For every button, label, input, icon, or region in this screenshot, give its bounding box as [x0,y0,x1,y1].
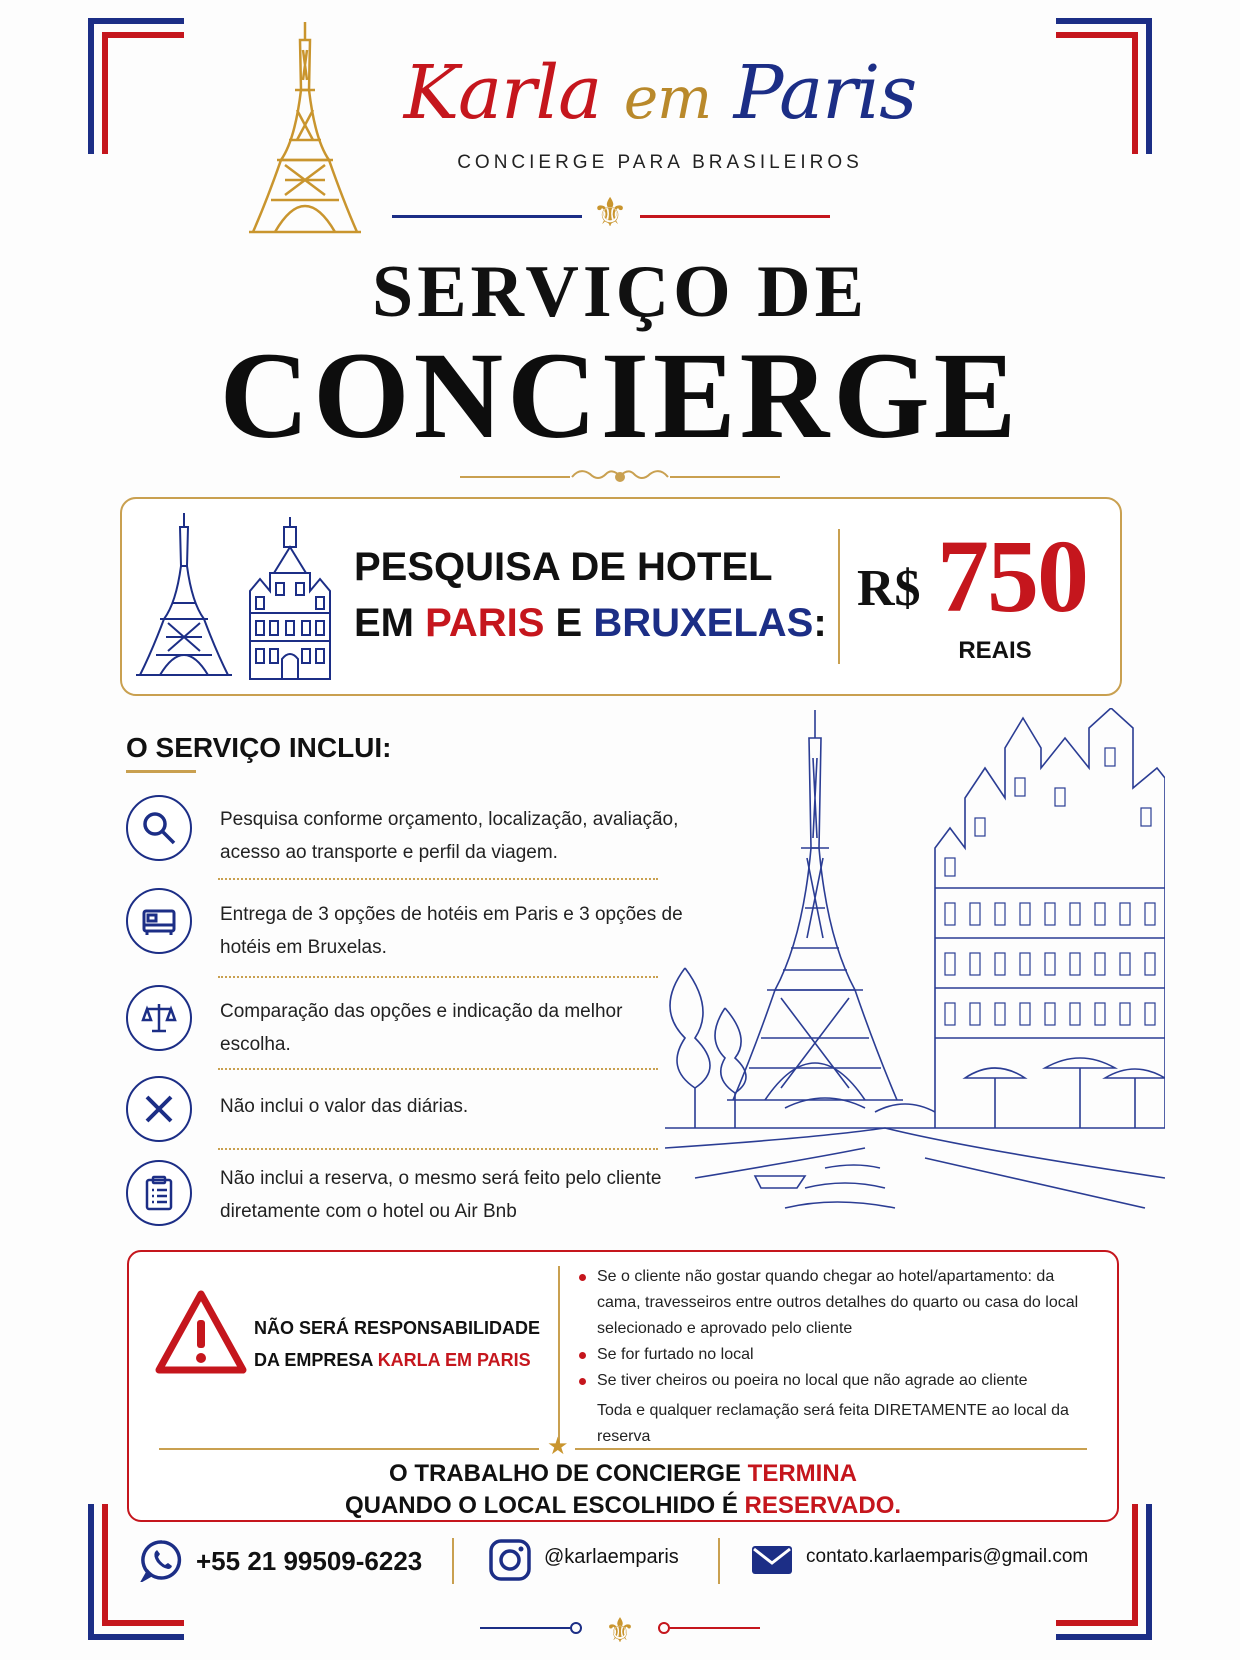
contact-divider [718,1538,720,1584]
contact-instagram-text: @karlaemparis [544,1546,679,1568]
page-title-line2: CONCIERGE [219,327,1021,464]
price-value: 750 [937,519,1087,634]
include-icon-circle [126,1160,192,1226]
page-title-line1: SERVIÇO DE [372,251,868,333]
offer-line2-prefix: EM [354,601,426,645]
disclaimer-bullet: Se tiver cheiros ou poeira no local que não agrade ao cliente [577,1368,1097,1394]
disclaimer-list [577,1264,1097,1394]
contact-phone-text: +55 21 99509-6223 [196,1546,423,1576]
contact-email[interactable] [750,1538,1110,1588]
warning-icon [153,1288,249,1378]
contact-instagram[interactable] [488,1538,708,1588]
include-separator [218,878,658,880]
contact-phone[interactable] [140,1538,430,1588]
whatsapp-icon [140,1538,184,1582]
disclaimer-note: Toda e qualquer reclamação será feita DIRETAMENTE ao local da reserva [597,1402,1069,1445]
disclaimer-bullet: Se o cliente não gostar quando chegar ao hotel/apartamento: da cama, travesseiros entre outros detalhes do quarto ou casa do local selecionado e aprovado pelo cliente [577,1264,1097,1342]
bed-icon [141,903,177,939]
include-icon-circle [126,985,192,1051]
search-icon [141,810,177,846]
disclaimer-box [127,1250,1119,1522]
disclaimer-rule-right [575,1448,1087,1450]
corner-frame-top-left [88,18,178,148]
offer-line1: PESQUISA DE HOTEL [354,545,773,589]
brand-name-part3: Paris [733,50,917,136]
price-card [120,497,1122,696]
include-item-text: Não inclui a reserva, o mesmo será feito pelo cliente diretamente com o hotel ou Air Bnb [220,1168,662,1222]
brand-name-part2: em [623,64,712,132]
include-separator [218,1148,658,1150]
disclaimer-bullet: Se for furtado no local [577,1342,1097,1368]
disclaimer-footer [129,1458,1117,1522]
disclaimer-footer-line1-text: O TRABALHO DE CONCIERGE [388,1460,748,1487]
fleur-de-lis-icon: ⚜ [592,190,628,236]
star-icon: ★ [547,1432,569,1460]
disclaimer-footer-line2-text: QUANDO O LOCAL ESCOLHIDO É [344,1492,745,1519]
include-separator [218,1068,658,1070]
disclaimer-title-company: KARLA EM PARIS [377,1350,531,1370]
eiffel-tower-icon [134,511,234,681]
include-item-text: Não inclui o valor das diárias. [220,1096,469,1117]
offer-connector: E [544,601,594,645]
include-item-text: Pesquisa conforme orçamento, localização, avaliação, acesso ao transporte e perfil da viagem. [220,809,679,863]
mail-icon [750,1538,794,1582]
eiffel-tower-logo-icon [245,20,365,240]
grand-place-building-icon [240,513,340,681]
include-item-text: Comparação das opções e indicação da melhor escolha. [220,1001,623,1055]
contact-divider [452,1538,454,1584]
price-divider [838,529,840,664]
brand-name-part1: Karla [403,50,602,136]
includes-heading-underline [126,770,196,773]
brand-tagline: CONCIERGE PARA BRASILEIROS [457,152,863,173]
include-icon-circle [126,888,192,954]
header-rule-red [640,215,830,218]
brand-name [380,48,940,143]
scale-icon [141,1000,177,1036]
includes-heading: O SERVIÇO INCLUI: [126,732,392,763]
disclaimer-footer-line1-highlight: TERMINA [747,1460,857,1487]
price-unit: REAIS [958,637,1032,664]
header-rule-blue [392,215,582,218]
ornament-divider-icon [460,462,780,492]
include-item-text: Entrega de 3 opções de hotéis em Paris e 3 opções de hotéis em Bruxelas. [220,904,683,958]
disclaimer-footer-line2 [129,1490,1117,1522]
disclaimer-title [254,1312,544,1376]
disclaimer-rule-left [159,1448,539,1450]
disclaimer-footer-line2-highlight: RESERVADO. [744,1492,902,1519]
offer-line2 [354,595,834,651]
paris-brussels-illustration [665,708,1165,1238]
contact-email-text: contato.karlaemparis@gmail.com [806,1546,1089,1567]
include-separator [218,976,658,978]
corner-frame-top-right [1062,18,1152,148]
clipboard-icon [141,1175,177,1211]
offer-city-bruxelas: BRUXELAS [593,601,814,645]
disclaimer-footer-line1 [129,1458,1117,1490]
price-currency: R$ [857,560,921,617]
x-icon [141,1091,177,1127]
include-icon-circle [126,795,192,861]
instagram-icon [488,1538,532,1582]
offer-city-paris: PARIS [425,601,545,645]
offer-description [354,539,834,651]
svg-text:⚜: ⚜ [604,1611,636,1646]
offer-line2-suffix: : [813,601,827,645]
include-icon-circle [126,1076,192,1142]
disclaimer-title-part1: NÃO SERÁ RESPONSABILIDADE DA EMPRESA [254,1318,541,1370]
disclaimer-divider [558,1266,560,1446]
footer-ornament-icon [460,1610,780,1646]
